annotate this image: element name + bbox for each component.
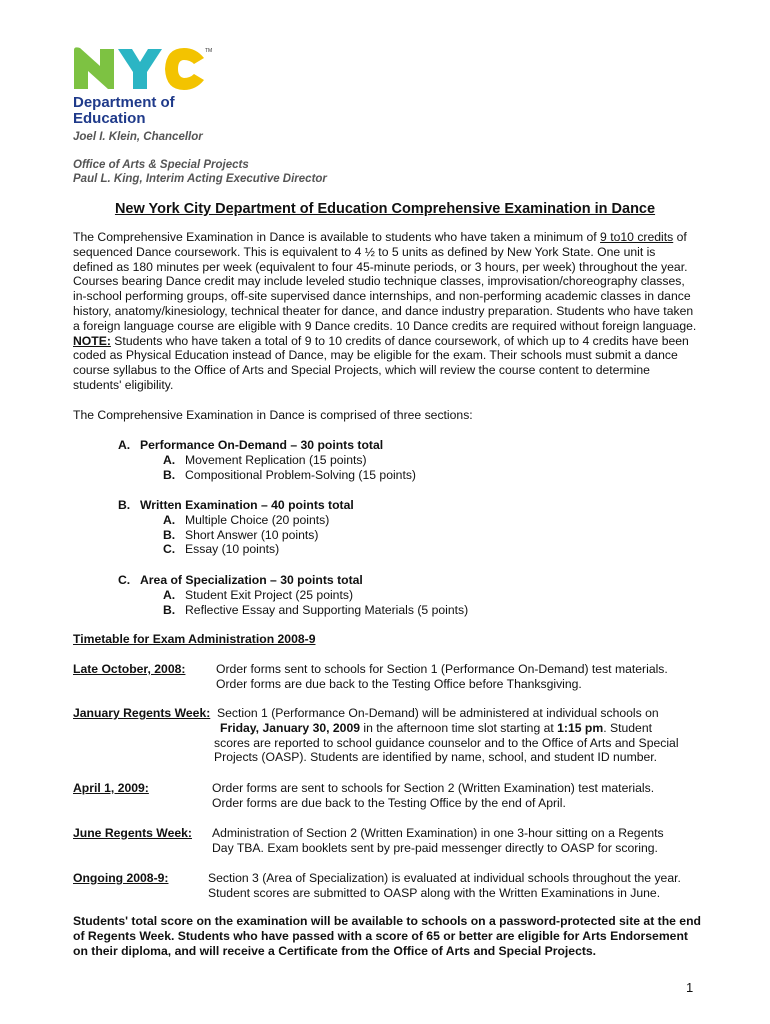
section-b: B. Written Examination – 40 points total A. Multiple Choice (20 points) B. Short Answer (10 points) C. Essay (10 points) (118, 498, 354, 557)
timetable-row: Ongoing 2008-9: Section 3 (Area of Specialization) is evaluated at individual schools throughout the year. Student scores are submitted to OASP along with the Written Examinations in June. (73, 871, 681, 900)
director-line: Paul L. King, Interim Acting Executive Director (73, 173, 327, 185)
timetable-row: June Regents Week: Administration of Section 2 (Written Examination) in one 3-hour sitting on a Regents Day TBA. Exam booklets sent by pre-paid messenger directly to OASP for scoring. (73, 826, 664, 855)
timetable-label: April 1, 2009: (73, 781, 149, 795)
page-title: New York City Department of Education Comprehensive Examination in Dance (114, 201, 656, 217)
timetable-label: June Regents Week: (73, 826, 192, 840)
timetable-row: April 1, 2009: Order forms are sent to schools for Section 2 (Written Examination) test materials. Order forms are due back to the Testing Office by the end of April. (73, 781, 655, 810)
trademark-mark: TM (205, 48, 212, 54)
office-line: Office of Arts & Special Projects (73, 159, 249, 171)
chancellor-line: Joel I. Klein, Chancellor (73, 131, 203, 143)
dept-line-1: Department of (73, 94, 175, 111)
sections-intro: The Comprehensive Examination in Dance is comprised of three sections: (73, 408, 473, 422)
timetable-label: January Regents Week: (73, 706, 211, 720)
section-title: Area of Specialization – 30 points total (140, 573, 363, 587)
list-item: A. Movement Replication (15 points) (163, 452, 367, 467)
timetable-row: January Regents Week: Section 1 (Performance On-Demand) will be administered at individual schools on Friday, January 30, 2009 in the afternoon time slot starting at 1:15 pm. Student scores are reported to school guidance counselor and to the Office of Arts and Special Projects (OASP). Students are identified by name, school, and student ID number. (73, 706, 679, 765)
exam-date: Friday, January 30, 2009 (220, 720, 361, 735)
page-number: 1 (686, 980, 694, 995)
list-item: B. Reflective Essay and Supporting Materials (5 points) (163, 602, 469, 617)
credits-range: 9 to10 credits (600, 230, 674, 244)
list-item: B. Compositional Problem-Solving (15 points) (163, 467, 416, 482)
dept-line-2: Education (73, 110, 146, 127)
timetable-row: Late October, 2008: Order forms sent to schools for Section 1 (Performance On-Demand) test materials. Order forms are due back to the Testing Office before Thanksgiving. (73, 662, 668, 691)
dept-name (73, 95, 175, 127)
final-note: Students' total score on the examination will be available to schools on a password-protected site at the end of Regents Week. Students who have passed with a score of 65 or better are eligible for Arts Endorsement on their diploma, and will receive a Certificate from the Office of Arts and Special Projects. (73, 914, 701, 958)
list-item: A. Student Exit Project (25 points) (163, 587, 354, 602)
section-title: Performance On-Demand – 30 points total (140, 438, 384, 452)
section-a: A. Performance On-Demand – 30 points total A. Movement Replication (15 points) B. Compositional Problem-Solving (15 points) (118, 438, 416, 482)
list-item: B. Short Answer (10 points) (163, 527, 319, 542)
exam-time: 1:15 pm (557, 720, 604, 735)
section-c: C. Area of Specialization – 30 points total A. Student Exit Project (25 points) B. Reflective Essay and Supporting Materials (5 points) (118, 573, 469, 617)
note-label: NOTE: (73, 333, 111, 348)
section-title: Written Examination – 40 points total (140, 498, 354, 512)
list-item: A. Multiple Choice (20 points) (163, 512, 330, 527)
timetable-heading: Timetable for Exam Administration 2008-9 (73, 632, 316, 646)
nyc-logo (72, 44, 212, 94)
timetable-label: Ongoing 2008-9: (73, 871, 169, 885)
intro-paragraph: The Comprehensive Examination in Dance is available to students who have taken a minimum of 9 to10 credits of sequenced Dance coursework. This is equivalent to 4 ½ to 5 units as defined by New York State. One unit is defined as 180 minutes per week (equivalent to four 45-minute periods, or 3 hours, per week) throughout the year. Courses bearing Dance credit may include leveled studio technique classes, improvisation/choreography classes, in-school performing groups, off-site supervised dance internships, and non-performing academic classes in dance history, anatomy/kinesiology, technical theater for dance, and dance industry preparation. Students who have taken a foreign language course are eligible with 9 Dance credits. 10 Dance credits are required without foreign language. NOTE: Students who have taken a total of 9 to 10 credits of dance coursework, of which up to 4 credits have been coded as Physical Education instead of Dance, may be eligible for the exam. Their schools must submit a dance course syllabus to the Office of Arts and Special Projects, which will review the course content to determine students' eligibility. (73, 230, 697, 392)
timetable-label: Late October, 2008: (73, 662, 186, 676)
list-item: C. Essay (10 points) (163, 542, 280, 557)
